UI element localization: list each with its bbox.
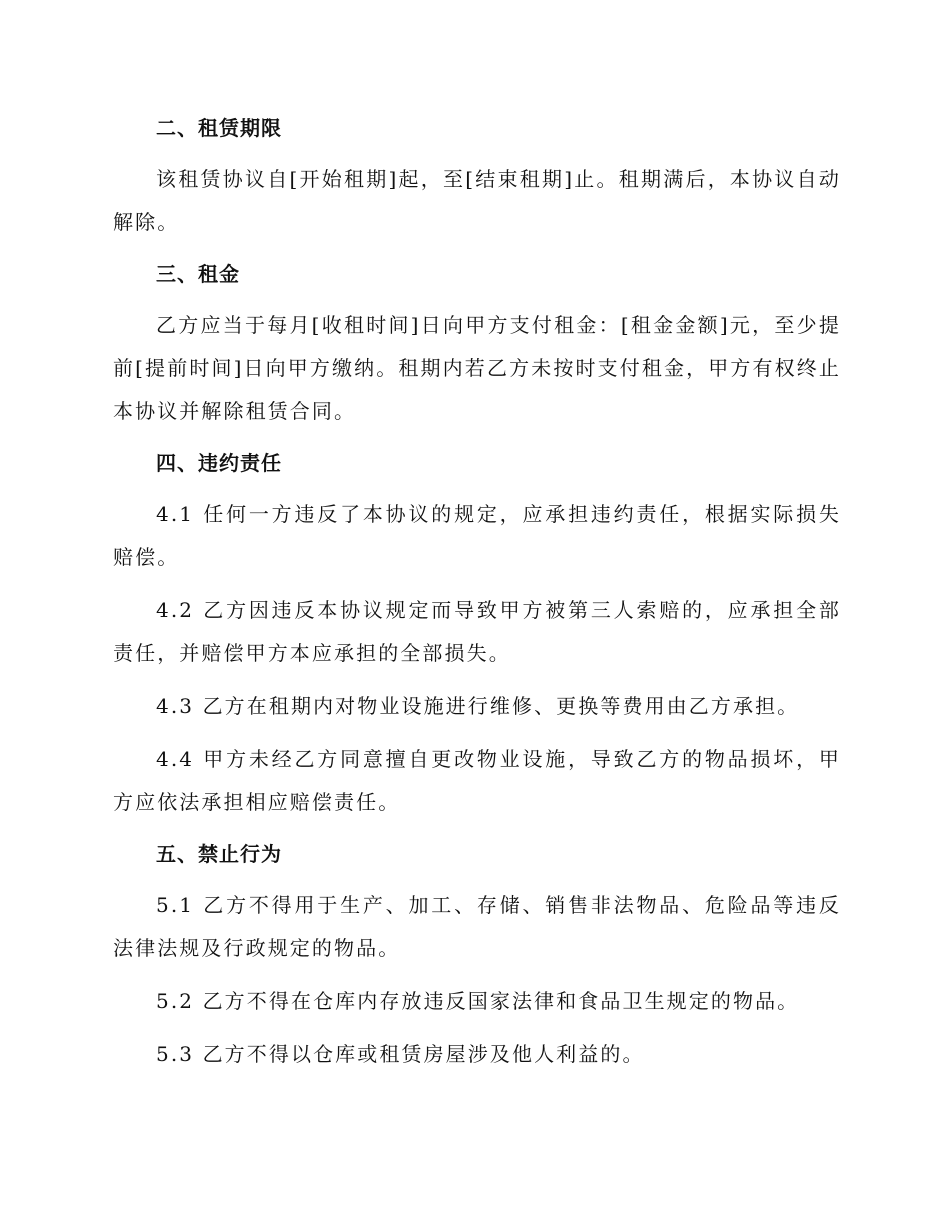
section-heading-rent: 三、租金 <box>156 262 240 286</box>
section-heading-breach: 四、违约责任 <box>156 451 282 475</box>
section-heading-prohibited: 五、禁止行为 <box>156 842 282 866</box>
paragraph-breach-4-2: 4.2 乙方因违反本协议规定而导致甲方被第三人索赔的，应承担全部责任，并赔偿甲方本应承担的全部损失。 <box>113 598 841 665</box>
document-body <box>113 108 841 1076</box>
paragraph-breach-4-3: 4.3 乙方在租期内对物业设施进行维修、更换等费用由乙方承担。 <box>156 694 800 718</box>
paragraph-prohibited-5-2: 5.2 乙方不得在仓库内存放违反国家法律和食品卫生规定的物品。 <box>156 989 800 1013</box>
paragraph-lease-term: 该租赁协议自[开始租期]起，至[结束租期]止。租期满后，本协议自动解除。 <box>113 167 841 234</box>
paragraph-breach-4-4: 4.4 甲方未经乙方同意擅自更改物业设施，导致乙方的物品损坏，甲方应依法承担相应赔偿责任。 <box>113 747 841 814</box>
paragraph-prohibited-5-1: 5.1 乙方不得用于生产、加工、存储、销售非法物品、危险品等违反法律法规及行政规定的物品。 <box>113 893 841 960</box>
paragraph-prohibited-5-3: 5.3 乙方不得以仓库或租赁房屋涉及他人利益的。 <box>156 1042 645 1066</box>
paragraph-breach-4-1: 4.1 任何一方违反了本协议的规定，应承担违约责任，根据实际损失赔偿。 <box>113 502 841 569</box>
section-heading-lease-term: 二、租赁期限 <box>156 116 282 140</box>
paragraph-rent: 乙方应当于每月[收租时间]日向甲方支付租金：[租金金额]元，至少提前[提前时间]日向甲方缴纳。租期内若乙方未按时支付租金，甲方有权终止本协议并解除租赁合同。 <box>113 313 841 423</box>
